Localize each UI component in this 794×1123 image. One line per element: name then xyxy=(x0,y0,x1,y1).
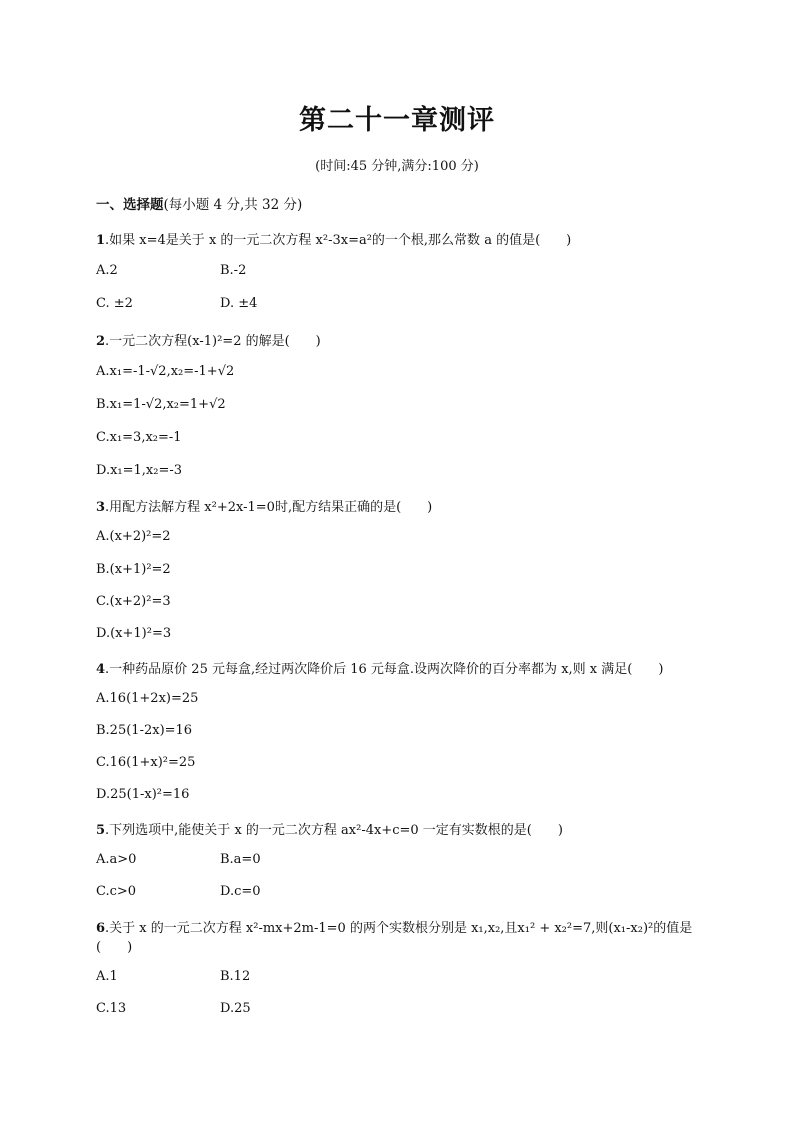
question-number: 5 xyxy=(96,823,106,838)
option-a: A.16(1+2x)=25 xyxy=(96,691,199,706)
question-text: .下列选项中,能使关于 x 的一元二次方程 ax²-4x+c=0 一定有实数根的是( ) xyxy=(105,823,563,838)
question-3 xyxy=(96,496,432,515)
option-c: C. ±2 xyxy=(96,296,133,311)
option-c: C.c>0 xyxy=(96,884,137,899)
question-number: 1 xyxy=(96,233,106,248)
question-number: 4 xyxy=(96,662,106,677)
option-d: D.(x+1)²=3 xyxy=(96,626,172,641)
option-b: B.-2 xyxy=(220,263,247,278)
option-b: B.(x+1)²=2 xyxy=(96,562,171,577)
question-text: .如果 x=4是关于 x 的一元二次方程 x²-3x=a²的一个根,那么常数 a 的值是( ) xyxy=(105,233,572,248)
section-label: 一、选择题 xyxy=(96,197,164,213)
page-title: 第二十一章测评 xyxy=(299,105,495,136)
option-a: A.1 xyxy=(96,969,118,984)
option-d: D.c=0 xyxy=(220,884,261,899)
option-a: A.2 xyxy=(96,263,118,278)
option-a: A.a>0 xyxy=(96,852,137,867)
question-text: .关于 x 的一元二次方程 x²-mx+2m-1=0 的两个实数根分别是 x₁,x₂,且x₁² + x₂²=7,则(x₁-x₂)²的值是 xyxy=(105,921,693,936)
question-text: .一元二次方程(x-1)²=2 的解是( ) xyxy=(105,334,321,349)
option-c: C.x₁=3,x₂=-1 xyxy=(96,430,182,445)
question-4 xyxy=(96,658,663,677)
question-6-continuation: ( ) xyxy=(96,940,133,955)
question-1 xyxy=(96,229,571,248)
question-6 xyxy=(96,917,692,936)
option-d: D.25(1-x)²=16 xyxy=(96,787,190,802)
option-b: B.a=0 xyxy=(220,852,261,867)
option-b: B.12 xyxy=(220,969,251,984)
question-text: .一种药品原价 25 元每盒,经过两次降价后 16 元每盒.设两次降价的百分率都为 x,则 x 满足( ) xyxy=(105,662,664,677)
option-b: B.x₁=1-√2,x₂=1+√2 xyxy=(96,397,226,412)
option-d: D.25 xyxy=(220,1001,251,1016)
question-number: 6 xyxy=(96,921,106,936)
section-note: (每小题 4 分,共 32 分) xyxy=(163,197,303,213)
section-heading xyxy=(96,193,302,213)
option-b: B.25(1-2x)=16 xyxy=(96,723,193,738)
question-number: 2 xyxy=(96,334,106,349)
option-c: C.13 xyxy=(96,1001,127,1016)
question-2 xyxy=(96,330,321,349)
option-c: C.16(1+x)²=25 xyxy=(96,755,196,770)
option-d: D.x₁=1,x₂=-3 xyxy=(96,463,183,478)
exam-info: (时间:45 分钟,满分:100 分) xyxy=(315,159,479,174)
option-d: D. ±4 xyxy=(220,296,258,311)
question-5 xyxy=(96,819,563,838)
option-a: A.x₁=-1-√2,x₂=-1+√2 xyxy=(96,364,235,379)
option-a: A.(x+2)²=2 xyxy=(96,529,171,544)
question-text: .用配方法解方程 x²+2x-1=0时,配方结果正确的是( ) xyxy=(105,500,433,515)
question-number: 3 xyxy=(96,500,106,515)
option-c: C.(x+2)²=3 xyxy=(96,594,171,609)
